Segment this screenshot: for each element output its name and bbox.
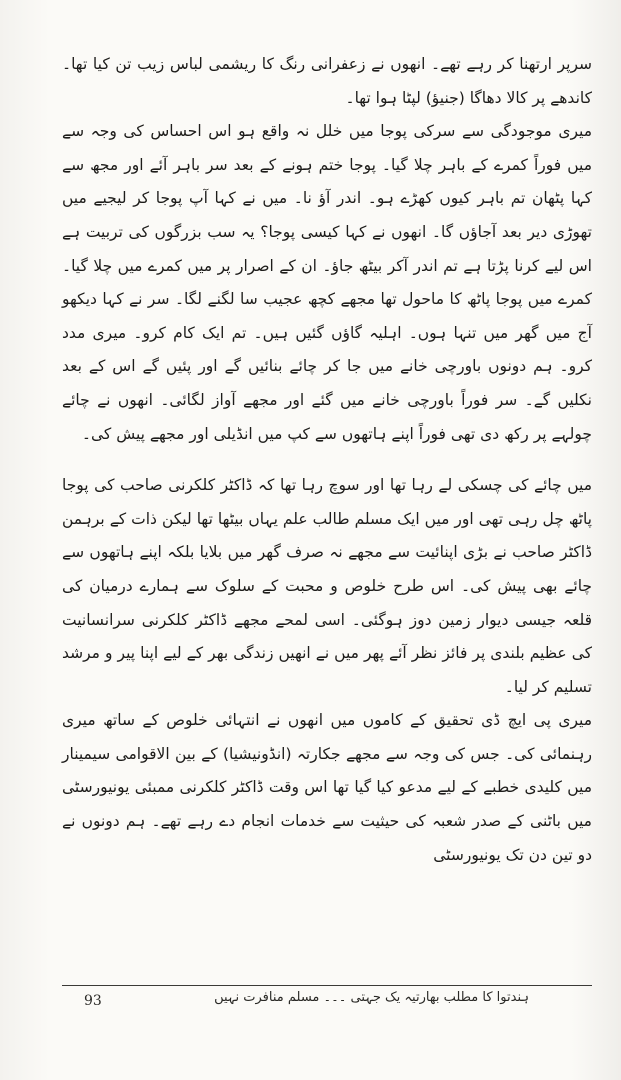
running-footer-title: ہندتوا کا مطلب بھارتیہ یک جہتی ۔۔۔ مسلم منافرت نہیں — [214, 990, 529, 1005]
footer-rule — [62, 985, 592, 986]
paragraph-2: میری موجودگی سے سرکی پوجا میں خلل نہ واقع ہو اس احساس کی وجہ سے میں فوراً کمرے کے باہر چلا گیا۔ پوجا ختم ہونے کے بعد سر باہر آئے اور مجھ سے کہا پٹھان تم باہر کیوں کھڑے ہو۔ اندر آؤ نا۔ میں نے کہا آپ پوجا کر لیجیے میں تھوڑی دیر بعد آجاؤں گا۔ انھوں نے کہا کیسی پوجا؟ یہ سب بزرگوں کی تربیت ہے اس لیے کرنا پڑتا ہے تم اندر آکر بیٹھ جاؤ۔ ان کے اصرار پر میں کمرے میں چلا گیا۔ کمرے میں پوجا پاٹھ کا ماحول تھا مجھے کچھ عجیب سا لگنے لگا۔ سر نے کہا دیکھو آج میں گھر میں تنہا ہوں۔ اہلیہ گاؤں گئیں ہیں۔ تم ایک کام کرو۔ میری مدد کرو۔ ہم دونوں باورچی خانے میں جا کر چائے بنائیں گے اور پئیں گے اس کے بعد نکلیں گے۔ سر فوراً باورچی خانے میں گئے اور مجھے آواز لگائی۔ انھوں نے چائے چولہے پر رکھ دی تھی فوراً اپنے ہاتھوں سے کپ میں انڈیلی اور مجھے پیش کی۔ — [62, 122, 592, 443]
paragraph-3: میں چائے کی چسکی لے رہا تھا اور سوچ رہا تھا کہ ڈاکٹر کلکرنی صاحب کی پوجا پاٹھ چل رہی تھی اور میں ایک مسلم طالب علم یہاں بیٹھا تھا لیکن ذات کے برہمن ڈاکٹر صاحب نے بڑی اپنائیت سے مجھے نہ صرف گھر میں بلایا بلکہ اپنے ہاتھوں سے چائے بھی پیش کی۔ اس طرح خلوص و محبت کے سلوک سے ہمارے درمیان کی قلعہ جیسی دیوار زمین دوز ہوگئی۔ اسی لمحے مجھے ڈاکٹر کلکرنی سرانسانیت کی عظیم بلندی پر فائز نظر آئے پھر میں نے انھیں زندگی بھر کے لیے اپنا پیر و مرشد تسلیم کر لیا۔ — [62, 476, 592, 696]
paragraph-1: سرپر ارتھنا کر رہے تھے۔ انھوں نے زعفرانی رنگ کا ریشمی لباس زیب تن کیا تھا۔ کاندھے پر کالا دھاگا (جنیؤ) لپٹا ہوا تھا۔ — [62, 55, 592, 107]
paragraph-4: میری پی ایچ ڈی تحقیق کے کاموں میں انھوں نے انتہائی خلوص کے ساتھ میری رہنمائی کی۔ جس کی وجہ سے مجھے جکارتہ (انڈونیشیا) کے بین الاقوامی سیمینار میں کلیدی خطبے کے لیے مدعو کیا گیا تھا اس وقت ڈاکٹر کلکرنی ممبئی یونیورسٹی میں باٹنی کے صدر شعبہ کی حیثیت سے خدمات انجام دے رہے تھے۔ ہم دونوں نے دو تین دن تک یونیورسٹی — [62, 711, 592, 864]
body-text — [62, 48, 592, 872]
page-number: 93 — [84, 993, 102, 1009]
